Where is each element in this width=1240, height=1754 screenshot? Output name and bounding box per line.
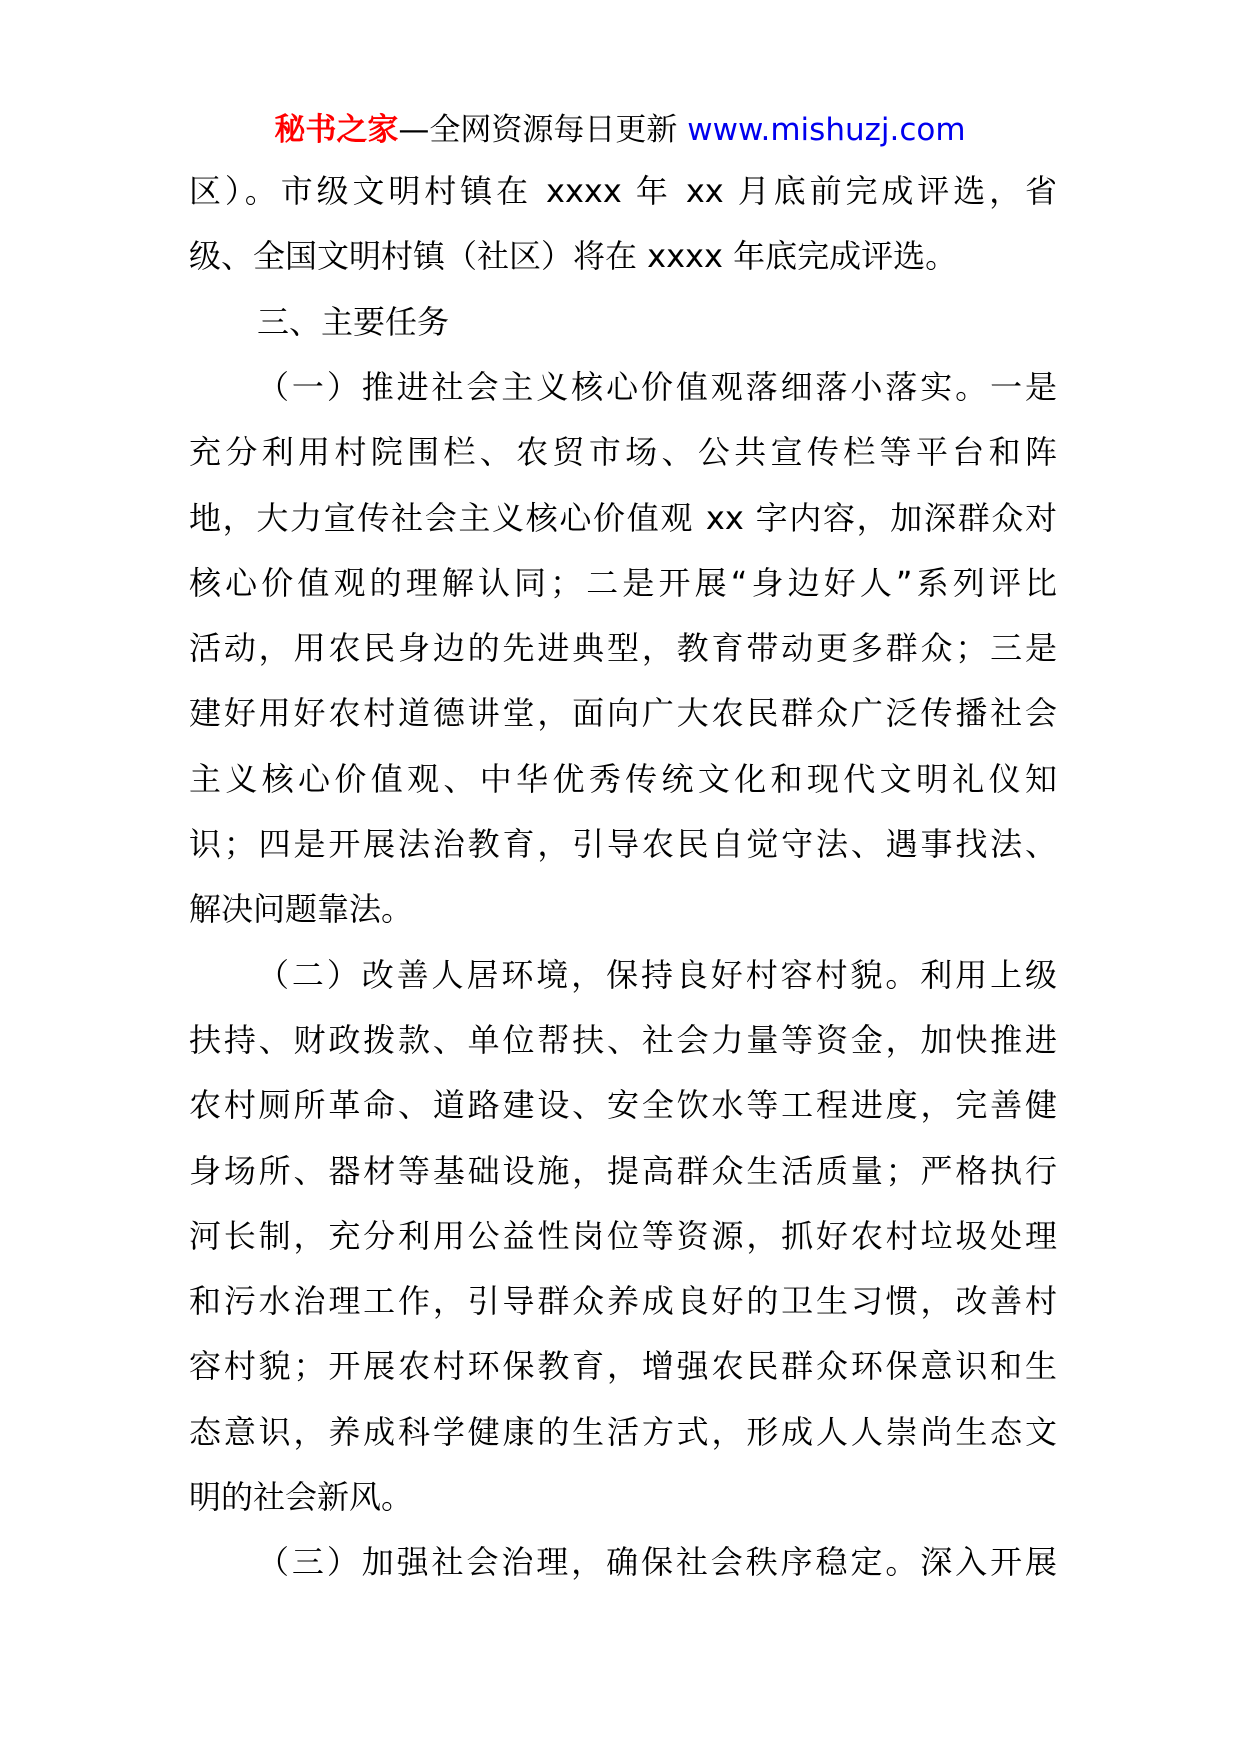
text-line: 识；四是开展法治教育，引导农民自觉守法、遇事找法、 <box>189 825 1057 863</box>
text-line: （一）推进社会主义核心价值观落细落小落实。一是 <box>257 367 1057 406</box>
text-line: 农村厕所革命、道路建设、安全饮水等工程进度，完善健 <box>189 1086 1057 1125</box>
text-line: 河长制，充分利用公益性岗位等资源，抓好农村垃圾处理 <box>189 1216 1057 1255</box>
text-line: 明的社会新风。 <box>189 1478 414 1516</box>
text-line: 级、全国文明村镇（社区）将在 xxxx 年底完成评选。 <box>189 237 958 276</box>
text-line: 区）。市级文明村镇在 xxxx 年 xx 月底前完成评选，省 <box>189 172 1057 210</box>
text-line: 活动，用农民身边的先进典型，教育带动更多群众；三是 <box>189 629 1057 668</box>
text-line: 扶持、财政拨款、单位帮扶、社会力量等资金，加快推进 <box>189 1020 1057 1059</box>
text-line: （二）改善人居环境，保持良好村容村貌。利用上级 <box>257 955 1057 994</box>
text-line: 容村貌；开展农村环保教育，增强农民群众环保意识和生 <box>189 1347 1057 1386</box>
text-line: 主义核心价值观、中华优秀传统文化和现代文明礼仪知 <box>189 759 1057 798</box>
header-tagline: —全网资源每日更新 <box>398 112 688 148</box>
text-line: 建好用好农村道德讲堂，面向广大农民群众广泛传播社会 <box>189 694 1057 733</box>
text-line: 核心价值观的理解认同；二是开展“身边好人”系列评比 <box>189 563 1057 602</box>
watermark-header <box>0 104 1240 149</box>
brand-name: 秘书之家 <box>274 112 399 148</box>
text-line: 解决问题靠法。 <box>189 890 414 929</box>
text-line: 地，大力宣传社会主义核心价值观 xx 字内容，加深群众对 <box>189 498 1057 537</box>
text-line: 身场所、器材等基础设施，提高群众生活质量；严格执行 <box>189 1151 1057 1190</box>
header-url-link[interactable]: www.mishuzj.com <box>687 112 966 148</box>
text-line: （三）加强社会治理，确保社会秩序稳定。深入开展 <box>257 1543 1057 1582</box>
text-line: 态意识，养成科学健康的生活方式，形成人人崇尚生态文 <box>189 1412 1057 1451</box>
text-line: 和污水治理工作，引导群众养成良好的卫生习惯，改善村 <box>189 1282 1057 1321</box>
text-line: 充分利用村院围栏、农贸市场、公共宣传栏等平台和阵 <box>189 433 1057 472</box>
text-line: 三、主要任务 <box>257 302 450 341</box>
